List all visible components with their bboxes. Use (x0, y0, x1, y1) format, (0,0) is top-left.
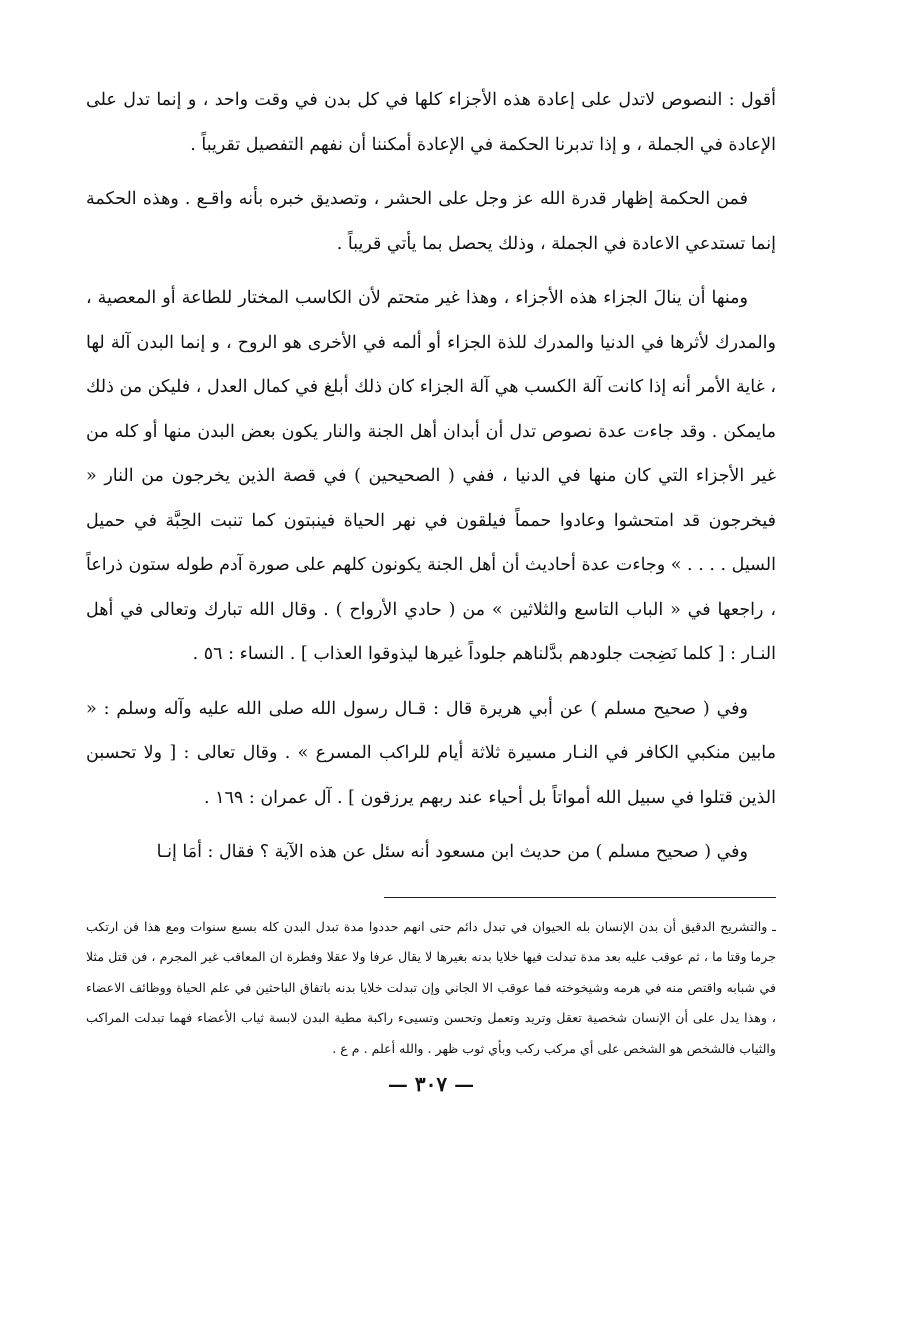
footnote (86, 912, 776, 1065)
main-text (86, 78, 776, 875)
footnote-text: ـ والتشريح الدقيق أن بدن الإنسان بله الحيوان في تبدل دائم حتى انهم حددوا مدة تبدل البدن كله بسبع سنوات ومع هذا فن ارتكب جرما وقتا ما ، ثم عوقب عليه بعد مدة تبدلت فيها خلايا بدنه بغيرها لا يقال عرفا ولا عقلا وفطرة ان المعاقب غير المجرم ، فن قتل مثلا في شبابه واقتص منه في هرمه وشيخوخته فما عوقب الا الجاني وإن تبدلت خلايا بدنه باتفاق الباحثين في علم الحياة ووظائف الاعضاء ، وهذا يدل على أن الإنسان شخصية تعقل وتريد وتعمل وتحسن وتسيىء راكبة مطية البدن لابسة ثياب الأعضاء فهما تبدلت المراكب والثياب فالشخص هو الشخص على أي مركب ركب وبأي ثوب ظهر . والله أعلم . م ع . (86, 918, 776, 1056)
page-number: — ٣٠٧ — (387, 1072, 475, 1096)
paragraph-1: أقول : النصوص لاتدل على إعادة هذه الأجزاء كلها في كل بدن في وقت واحد ، و إنما تدل على الإعادة في الجملة ، و إذا تدبرنا الحكمة في الإعادة أمكننا أن نفهم التفصيل تقريباً . (86, 90, 776, 155)
paragraph-4: وفي ( صحيح مسلم ) عن أبي هريرة قال : قـال رسول الله صلى الله عليه وآله وسلم : « مابين منكبي الكافر في النـار مسيرة ثلاثة أيام للراكب المسرع » . وقال تعالى : [ ولا تحسبن الذين قتلوا في سبيل الله أمواتاً بل أحياء عند ربهم يرزقون ] . آل عمران : ١٦٩ . (86, 698, 776, 808)
footnote-divider (384, 897, 776, 898)
paragraph-2: فمن الحكمة إظهار قدرة الله عز وجل على الحشر ، وتصديق خبره بأنه واقـع . وهذه الحكمة إنما تستدعي الاعادة في الجملة ، وذلك يحصل بما يأتي قريباً . (86, 189, 776, 254)
paragraph-5: وفي ( صحيح مسلم ) من حديث ابن مسعود أنه سئل عن هذه الآية ؟ فقال : أمَا إنـا (156, 842, 748, 862)
paragraph-3: ومنها أن ينالَ الجزاء هذه الأجزاء ، وهذا غير متحتم لأن الكاسب المختار للطاعة أو المعصية ، والمدرك لأثرها في الدنيا والمدرك للذة الجزاء أو ألمه في الأخرى هو الروح ، و إنما البدن آلة لها ، غاية الأمر أنه إذا كانت آلة الكسب هي آلة الجزاء كان ذلك أبلغ في كمال العدل ، فليكن من ذلك مايمكن . وقد جاءت عدة نصوص تدل أن أبدان أهل الجنة والنار يكون بعض البدن منها أو كله من غير الأجزاء التي كان منها في الدنيا ، ففي ( الصحيحين ) في قصة الذين يخرجون من النار « فيخرجون قد امتحشوا وعادوا حمماً فيلقون في نهر الحياة فينبتون كما تنبت الحِبَّة في حميل السيل . . . . » وجاءت عدة أحاديث أن أهل الجنة يكونون كلهم على صورة آدم طوله ستون ذراعاً ، راجعها في « الباب التاسع والثلاثين » من ( حادي الأرواح ) . وقال الله تبارك وتعالى في أهل النـار : [ كلما نَضِجت جلودهم بدَّلناهم جلوداً غيرها ليذوقوا العذاب ] . النساء : ٥٦ . (86, 288, 777, 664)
